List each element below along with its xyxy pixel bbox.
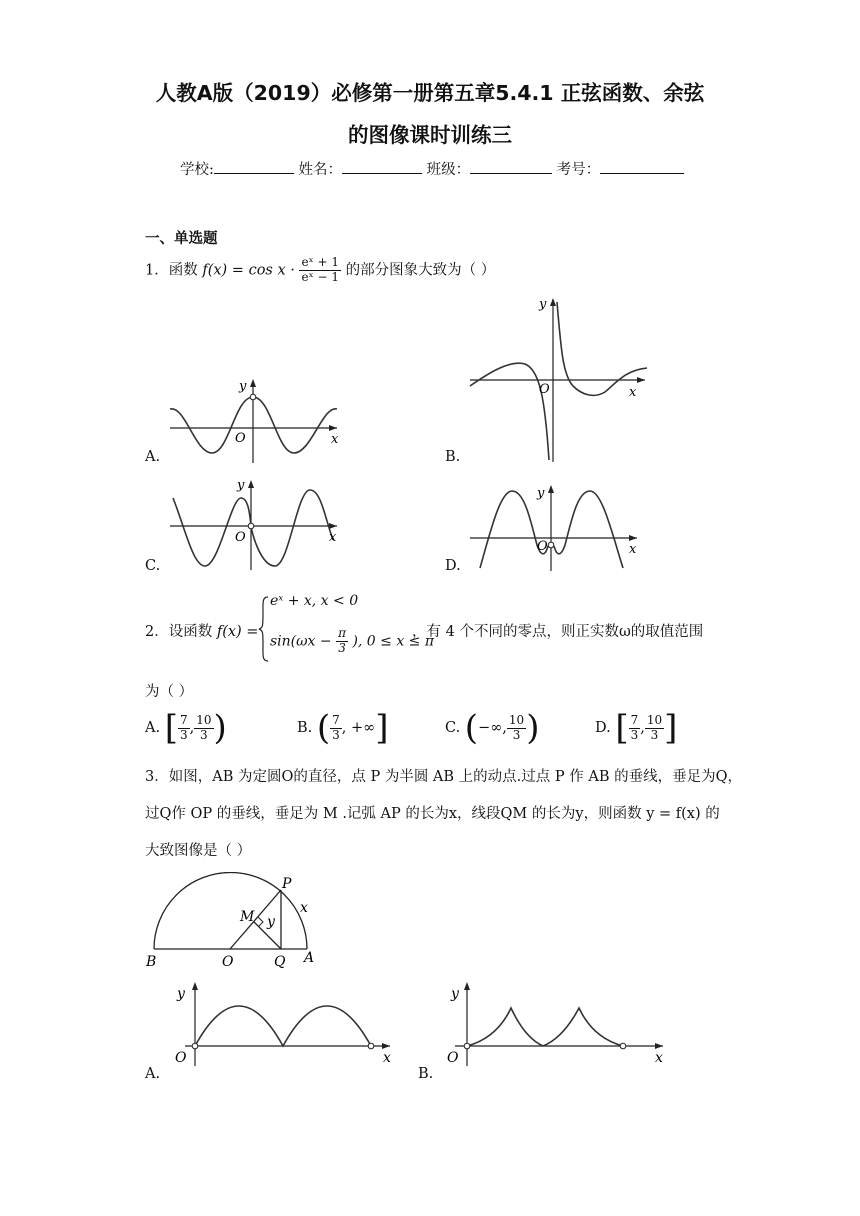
q1a-x-label: x xyxy=(331,432,339,447)
q2-piece2-pre: sin(ωx − xyxy=(270,633,332,650)
q1d-origin-label: O xyxy=(537,539,548,554)
q2-piece2-frac xyxy=(336,627,348,656)
q2-d-frac2 xyxy=(645,714,664,743)
q2-suffix: ，有 4 个不同的零点，则正实数ω的取值范围 xyxy=(412,624,704,640)
q2-b-d1: 3 xyxy=(332,727,340,742)
q1b-x-label: x xyxy=(629,385,637,400)
class-label: 班级： xyxy=(426,162,471,178)
q1-graph-c xyxy=(165,478,345,573)
q1-function: f(x) = cos x · xyxy=(202,262,295,279)
q1d-y-label: y xyxy=(537,486,545,501)
q2-d-d2: 3 xyxy=(650,727,659,742)
q2-piece-1: eˣ + x, x < 0 xyxy=(270,593,359,609)
q3b-x-label: x xyxy=(655,1050,663,1066)
q1b-y-label: y xyxy=(539,297,547,312)
q2-b-frac1 xyxy=(330,714,342,743)
q1-graph-a xyxy=(165,375,345,465)
q1-prefix: 1．函数 xyxy=(145,262,198,279)
q1a-origin-label: O xyxy=(235,431,246,446)
q3-semicircle-figure xyxy=(140,872,330,972)
q1-graph-d xyxy=(465,483,645,573)
q3a-y-label: y xyxy=(177,986,185,1002)
class-blank[interactable] xyxy=(470,159,552,174)
question-1-stem xyxy=(145,256,495,285)
q2-option-b-label: B. xyxy=(297,720,313,736)
q2-option-d-label: D. xyxy=(595,720,611,736)
q2-d-frac1 xyxy=(629,714,641,743)
q2-piece-2 xyxy=(270,627,434,656)
q3-label-m: M xyxy=(240,909,255,925)
q1d-x-label: x xyxy=(629,542,637,557)
worksheet-title-line2: 的图像课时训练三 xyxy=(348,123,512,147)
q3-line3: 大致图像是（ ） xyxy=(145,843,252,859)
q3-label-x: x xyxy=(300,900,308,916)
q1-suffix: 的部分图象大致为（ ） xyxy=(345,262,496,279)
student-info-row xyxy=(180,158,684,179)
q1-option-b-label[interactable]: B. xyxy=(445,449,461,465)
q2-b-n1: 7 xyxy=(332,712,340,727)
q3-label-p: P xyxy=(282,876,292,892)
q2-option-c-label: C. xyxy=(445,720,461,736)
q2-option-b[interactable] xyxy=(297,708,389,748)
q2-c-n2: 10 xyxy=(508,712,525,727)
q2-c-d2: 3 xyxy=(512,727,521,742)
q3-line1: 3．如图，AB 为定圆O的直径，点 P 为半圆 AB 上的动点.过点 P 作 AB 的垂线，垂足为Q， xyxy=(145,769,742,785)
q2-b-tail: , +∞ xyxy=(341,720,376,736)
q2-c-frac2 xyxy=(507,714,526,743)
section-title: 一、单选题 xyxy=(145,231,218,247)
q2-d-left-bracket: [ xyxy=(615,708,629,748)
q2-a-frac1 xyxy=(178,714,190,743)
q3-label-b: B xyxy=(146,954,157,970)
q2-a-n2: 10 xyxy=(196,712,212,727)
q2-c-left-bracket: ( xyxy=(464,708,479,748)
school-blank[interactable] xyxy=(214,159,294,174)
q3-option-a-label[interactable]: A. xyxy=(145,1066,161,1082)
q3-label-q: Q xyxy=(274,954,286,970)
exam-no-label: 考号： xyxy=(556,162,601,178)
q1a-y-label: y xyxy=(239,379,247,394)
q3-graph-b xyxy=(435,978,670,1068)
q2-option-c[interactable] xyxy=(445,708,539,748)
q3-option-b-label[interactable]: B. xyxy=(418,1066,434,1082)
q2-a-d2: 3 xyxy=(200,727,208,742)
q3-label-a: A xyxy=(304,950,315,966)
q2-a-n1: 7 xyxy=(179,712,188,727)
q1-option-a-label[interactable]: A. xyxy=(145,449,161,465)
q2-b-right-bracket: ] xyxy=(375,708,389,748)
q2-d-right-bracket: ] xyxy=(664,708,678,748)
q1b-origin-label: O xyxy=(539,382,550,397)
q2-a-d1: 3 xyxy=(179,727,188,742)
q3-label-o: O xyxy=(222,954,234,970)
q2-piece2-num: π xyxy=(338,626,346,640)
q1c-origin-label: O xyxy=(235,530,246,545)
q1c-x-label: x xyxy=(329,530,337,545)
q2-prefix: 2．设函数 xyxy=(145,624,213,640)
q1-option-d-label[interactable]: D. xyxy=(445,558,461,574)
q2-a-left-bracket: [ xyxy=(164,708,178,748)
q1-option-c-label[interactable]: C. xyxy=(145,558,161,574)
q2-option-a-label: A. xyxy=(145,720,161,736)
worksheet-title-line1: 人教A版（2019）必修第一册第五章5.4.1 正弦函数、余弦 xyxy=(155,81,705,105)
exam-no-blank[interactable] xyxy=(600,159,684,174)
q2-piece2-den: 3 xyxy=(338,640,346,655)
q3-graph-a xyxy=(165,978,400,1068)
q2-option-a[interactable]: A. [ $\frac{7}{3}$ , $\frac{10}{3}$ ) xyxy=(145,708,227,748)
q1-graph-b xyxy=(465,290,655,465)
q2-a-frac2 xyxy=(194,714,213,743)
name-label: 姓名： xyxy=(298,162,342,178)
q3-label-y: y xyxy=(267,914,275,930)
q2-d-n2: 10 xyxy=(646,712,663,727)
school-label: 学校: xyxy=(180,162,214,178)
q1-fraction xyxy=(299,256,341,285)
q2-piecewise xyxy=(258,593,435,665)
q3-line2: 过Q作 OP 的垂线，垂足为 M .记弧 AP 的长为x，线段QM 的长为y，则函数 y = f(x) 的 xyxy=(145,806,720,822)
q3b-y-label: y xyxy=(451,986,459,1002)
q3a-x-label: x xyxy=(383,1050,391,1066)
q2-brace-icon xyxy=(258,595,270,663)
q2-c-right-bracket: ) xyxy=(526,708,540,748)
q2-b-left-bracket: ( xyxy=(316,708,331,748)
q2-c-head: −∞, xyxy=(478,720,507,736)
q2-d-n1: 7 xyxy=(630,712,639,727)
q3a-origin-label: O xyxy=(175,1050,187,1066)
q1-fraction-num: eˣ + 1 xyxy=(301,255,339,269)
q1-fraction-den: eˣ − 1 xyxy=(301,269,339,284)
q2-a-right-bracket: ) xyxy=(213,708,227,748)
q2-d-d1: 3 xyxy=(630,727,639,742)
q3b-origin-label: O xyxy=(447,1050,459,1066)
q2-piece2-post: ), 0 ≤ x ≤ π xyxy=(352,633,435,650)
q2-function: f(x) = xyxy=(216,624,259,640)
q2-prefix-row xyxy=(145,620,258,641)
name-blank[interactable] xyxy=(342,159,422,174)
q1c-y-label: y xyxy=(237,478,245,493)
q2-option-d[interactable]: D. [ $\frac{7}{3}$ , $\frac{10}{3}$ ] xyxy=(595,708,678,748)
q2-line2: 为（ ） xyxy=(145,684,194,700)
